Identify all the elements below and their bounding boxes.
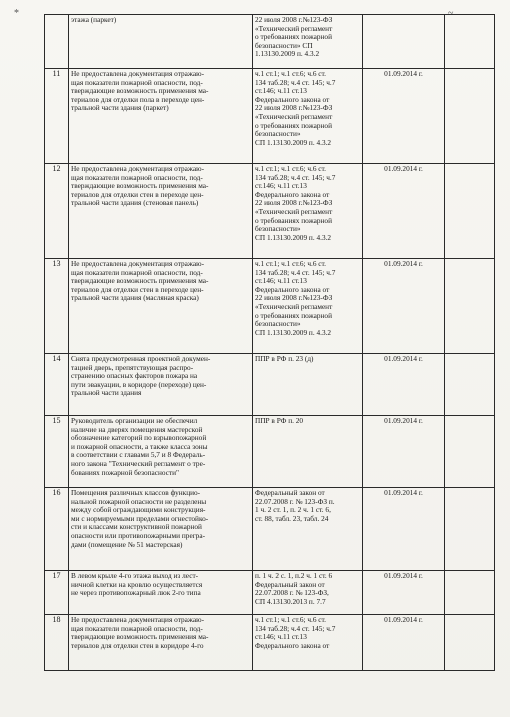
description-line: териалов для отделки стен в переходе цен- — [71, 189, 204, 199]
description-line: Не предоставлена документация отражаю- — [71, 164, 205, 173]
description-line: ничной клетки на кровлю осуществляется — [71, 579, 203, 589]
legal-reference — [253, 615, 363, 671]
deadline-date: 01.09.2014 г. — [363, 259, 445, 354]
description-line: этажа (паркет) — [71, 15, 117, 24]
notes-cell — [445, 15, 495, 69]
reference-line: 22 июля 2008 г.№123-ФЗ — [255, 293, 333, 303]
row-number: 17 — [45, 571, 69, 615]
violation-description — [69, 15, 253, 69]
reference-line: безопасности» — [255, 129, 301, 139]
row-number: 14 — [45, 354, 69, 416]
row-number: 15 — [45, 416, 69, 488]
description-line: наличие на дверях помещения мастерской — [71, 424, 203, 434]
description-line: бованиях пожарной безопасности" — [71, 467, 180, 477]
reference-line: 1.13130.2009 п. 4.3.2 — [255, 49, 320, 59]
notes-cell — [445, 164, 495, 259]
table-row — [45, 571, 495, 615]
notes-cell — [445, 69, 495, 164]
reference-line: Федерального закона от — [255, 284, 330, 294]
deadline-date: 01.09.2014 г. — [363, 488, 445, 571]
reference-line: о требованиях пожарной — [255, 215, 332, 225]
row-number: 16 — [45, 488, 69, 571]
reference-line: ч.1 ст.1; ч.1 ст.6; ч.6 ст. — [255, 69, 327, 78]
description-line: Руководитель организации не обеспечил — [71, 416, 198, 425]
notes-cell — [445, 615, 495, 671]
violation-description — [69, 354, 253, 416]
reference-line: 22.07.2008 г. № 123-ФЗ, — [255, 588, 329, 598]
deadline-date: 01.09.2014 г. — [363, 164, 445, 259]
violation-description — [69, 164, 253, 259]
reference-line: безопасности» — [255, 224, 301, 234]
description-line: тацией дверь, препятствующая распро- — [71, 362, 194, 372]
reference-line: Федеральный закон от — [255, 488, 325, 497]
description-line: териалов для отделки стен в коридоре 4-го — [71, 640, 204, 650]
reference-line: ППР в РФ п. 23 (д) — [255, 354, 314, 363]
description-line: тверждающие возможность применения ма- — [71, 276, 209, 286]
reference-line: СП 1.13130.2009 п. 4.3.2 — [255, 232, 332, 242]
description-line: опасности или противопожарными прегра- — [71, 530, 205, 540]
row-number: 11 — [45, 69, 69, 164]
reference-line: Федерального закона от — [255, 94, 330, 104]
violations-table — [44, 14, 495, 671]
reference-line: п. 1 ч. 2 с. 1, п.2 ч. 1 ст. 6 — [255, 571, 333, 580]
table-row — [45, 416, 495, 488]
table-row — [45, 164, 495, 259]
reference-line: ст.146; ч.11 ст.13 — [255, 632, 307, 642]
notes-cell — [445, 354, 495, 416]
legal-reference — [253, 259, 363, 354]
description-line: сти и классами конструктивной пожарной — [71, 522, 202, 532]
notes-cell — [445, 416, 495, 488]
reference-line: 22 июля 2008 г.№123-ФЗ — [255, 15, 333, 24]
description-line: териалов для отделки пола в переходе цен- — [71, 94, 205, 104]
description-line: между собой ограждающими конструкция- — [71, 505, 206, 515]
scan-mark-right: ~ — [448, 8, 454, 19]
description-line: ного закона "Технический регламент о тре- — [71, 458, 206, 468]
reference-line: СП 1.13130.2009 п. 4.3.2 — [255, 327, 332, 337]
reference-line: о требованиях пожарной — [255, 32, 332, 42]
reference-line: ст. 88, табл. 23, табл. 24 — [255, 513, 329, 523]
reference-line: ч.1 ст.1; ч.1 ст.6; ч.6 ст. — [255, 615, 327, 624]
reference-line: 22 июля 2008 г.№123-ФЗ — [255, 103, 333, 113]
deadline-date: 01.09.2014 г. — [363, 354, 445, 416]
reference-line: «Технический регламент — [255, 206, 333, 216]
reference-line: ст.146; ч.11 ст.13 — [255, 86, 307, 96]
description-line: щая показатели пожарной опасности, под- — [71, 77, 203, 87]
description-line: нальной пожарной опасности не разделены — [71, 496, 207, 506]
description-line: тральной части здания — [71, 388, 142, 398]
reference-line: «Технический регламент — [255, 111, 333, 121]
scan-mark-left: * — [14, 8, 19, 19]
violation-description — [69, 416, 253, 488]
description-line: В левом крыле 4-го этажа выход из лест- — [71, 571, 199, 580]
row-number: 13 — [45, 259, 69, 354]
description-line: Помещения различных классов функцио- — [71, 488, 201, 497]
description-line: тральной части здания (масляная краска) — [71, 293, 199, 303]
deadline-date: 01.09.2014 г. — [363, 69, 445, 164]
reference-line: ст.146; ч.11 ст.13 — [255, 181, 307, 191]
deadline-date: 01.09.2014 г. — [363, 615, 445, 671]
legal-reference — [253, 69, 363, 164]
description-line: обозначение категорий по взрывопожарной — [71, 433, 207, 443]
description-line: тверждающие возможность применения ма- — [71, 632, 209, 642]
reference-line: 22.07.2008 г. № 123-ФЗ п. — [255, 496, 335, 506]
description-line: в соответствии с главами 5,7 и 8 Федераль- — [71, 450, 206, 460]
description-line: и пожарной опасности, а также класса зоны — [71, 441, 208, 451]
table-row — [45, 15, 495, 69]
row-number: 18 — [45, 615, 69, 671]
description-line: тверждающие возможность применения ма- — [71, 181, 209, 191]
description-line: тральной части здания (паркет) — [71, 103, 169, 113]
legal-reference — [253, 416, 363, 488]
reference-line: безопасности» — [255, 319, 301, 329]
reference-line: Федерального закона от — [255, 640, 330, 650]
table-row — [45, 488, 495, 571]
reference-line: 22 июля 2008 г.№123-ФЗ — [255, 198, 333, 208]
reference-line: ст.146; ч.11 ст.13 — [255, 276, 307, 286]
table-row — [45, 354, 495, 416]
legal-reference — [253, 354, 363, 416]
deadline-date — [363, 15, 445, 69]
violation-description — [69, 571, 253, 615]
description-line: Снята предусмотренная проектной докумен- — [71, 354, 211, 363]
reference-line: 134 таб.28; ч.4 ст. 145; ч.7 — [255, 172, 336, 182]
violation-description — [69, 259, 253, 354]
reference-line: 134 таб.28; ч.4 ст. 145; ч.7 — [255, 267, 336, 277]
reference-line: СП 1.13130.2009 п. 4.3.2 — [255, 137, 332, 147]
table-row — [45, 69, 495, 164]
violation-description — [69, 488, 253, 571]
legal-reference — [253, 571, 363, 615]
description-line: странению опасных факторов пожара на — [71, 371, 198, 381]
reference-line: Федерального закона от — [255, 189, 330, 199]
description-line: пути эвакуации, в коридоре (переходе) цен- — [71, 379, 207, 389]
description-line: ми с нормируемыми пределами огнестойко- — [71, 513, 209, 523]
reference-line: о требованиях пожарной — [255, 310, 332, 320]
legal-reference — [253, 15, 363, 69]
description-line: дами (помещение № 51 мастерская) — [71, 539, 183, 549]
description-line: Не предоставлена документация отражаю- — [71, 69, 205, 78]
legal-reference — [253, 488, 363, 571]
description-line: щая показатели пожарной опасности, под- — [71, 267, 203, 277]
violation-description — [69, 69, 253, 164]
notes-cell — [445, 259, 495, 354]
reference-line: Федеральный закон от — [255, 579, 325, 589]
description-line: тверждающие возможность применения ма- — [71, 86, 209, 96]
reference-line: «Технический регламент — [255, 301, 333, 311]
description-line: тральной части здания (стеновая панель) — [71, 198, 199, 208]
notes-cell — [445, 571, 495, 615]
violation-description — [69, 615, 253, 671]
reference-line: СП 4.13130.2013 п. 7.7 — [255, 596, 326, 606]
row-number — [45, 15, 69, 69]
reference-line: о требованиях пожарной — [255, 120, 332, 130]
legal-reference — [253, 164, 363, 259]
deadline-date: 01.09.2014 г. — [363, 416, 445, 488]
reference-line: 134 таб.28; ч.4 ст. 145; ч.7 — [255, 623, 336, 633]
description-line: Не предоставлена документация отражаю- — [71, 615, 205, 624]
reference-line: 1 ч. 2 ст. 1, п. 2 ч. 1 ст. 6, — [255, 505, 331, 515]
description-line: щая показатели пожарной опасности, под- — [71, 623, 203, 633]
row-number: 12 — [45, 164, 69, 259]
reference-line: ч.1 ст.1; ч.1 ст.6; ч.6 ст. — [255, 164, 327, 173]
table-row — [45, 615, 495, 671]
reference-line: безопасности» СП — [255, 40, 313, 50]
reference-line: ППР в РФ п. 20 — [255, 416, 304, 425]
reference-line: «Технический регламент — [255, 23, 333, 33]
reference-line: 134 таб.28; ч.4 ст. 145; ч.7 — [255, 77, 336, 87]
description-line: Не предоставлена документация отражаю- — [71, 259, 205, 268]
reference-line: ч.1 ст.1; ч.1 ст.6; ч.6 ст. — [255, 259, 327, 268]
description-line: териалов для отделки стен в переходе цен- — [71, 284, 204, 294]
description-line: щая показатели пожарной опасности, под- — [71, 172, 203, 182]
table-row — [45, 259, 495, 354]
description-line: не через противопожарный люк 2-го типа — [71, 588, 201, 598]
deadline-date: 01.09.2014 г. — [363, 571, 445, 615]
notes-cell — [445, 488, 495, 571]
